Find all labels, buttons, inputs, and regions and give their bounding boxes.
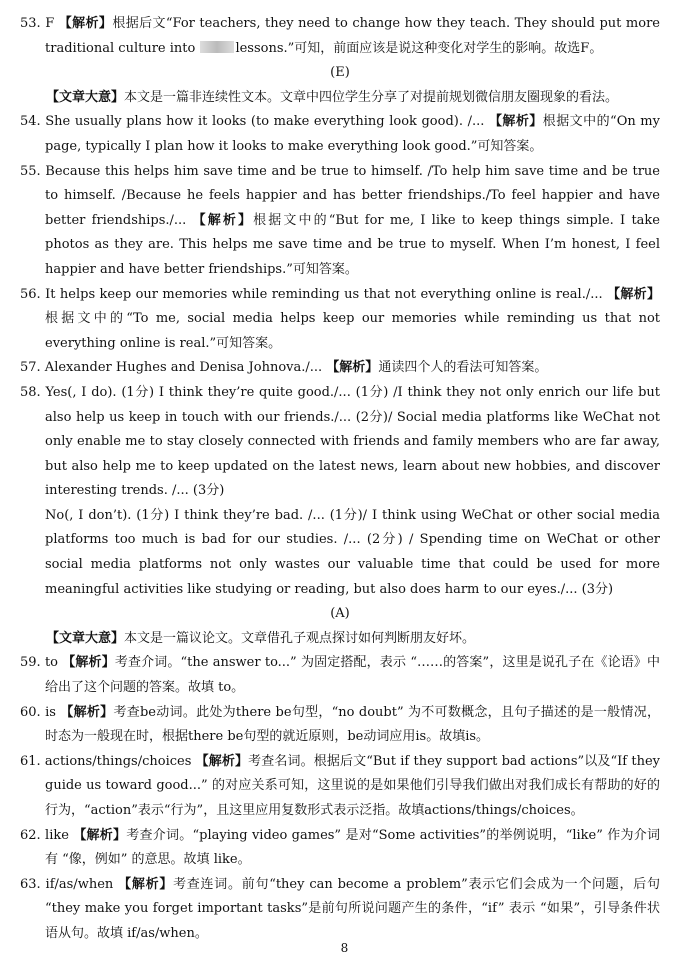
text-run: 63. if/as/when xyxy=(20,876,119,892)
text-run: (A) xyxy=(330,606,350,622)
section-tag: 【解析】 xyxy=(192,212,254,228)
text-run: 58. Yes(, I do). (1分) I think they’re quite good./... (1分) /I think they not only enrich our life but also help us keep in touch with our friends./... (2分)/ Social media platforms like WeChat not only enable me to stay closely connected with friends and family members who are far away, but also help me to keep updated on the latest news, learn about new hobbies, and discover interesting trends. /... (3分) xyxy=(20,384,660,499)
redaction-mark xyxy=(200,41,234,53)
section-tag: 【解析】 xyxy=(62,655,115,671)
section-tag: 【文章大意】 xyxy=(46,89,125,105)
text-run: 本文是一篇非连续性文本。文章中四位学生分享了对提前规划微信朋友圈现象的看法。 xyxy=(124,89,619,105)
text-run: 54. She usually plans how it looks (to make everything look good). /... xyxy=(20,114,489,130)
text-run: 本文是一篇议论文。文章借孔子观点探讨如何判断朋友好坏。 xyxy=(124,630,476,646)
page-number: 8 xyxy=(340,941,349,955)
text-run: 根据后文“For teachers, they need to change how they teach. They should put more traditional culture into xyxy=(45,16,660,56)
section-tag: 【解析】 xyxy=(60,704,114,720)
paragraph-p59 xyxy=(20,651,660,700)
section-tag: 【解析】 xyxy=(195,753,249,769)
text-run: 53. F xyxy=(20,16,59,31)
section-tag: 【文章大意】 xyxy=(46,630,125,646)
section-tag: 【解析】 xyxy=(118,876,174,892)
text-run: 通读四个人的看法可知答案。 xyxy=(378,360,548,376)
text-run: 55. Because this helps him save time and be true to himself. /To help him save time and be true to himself. /Because he feels happier and has better friendships./To feel happier and have better friendships./... xyxy=(20,163,660,228)
text-run: 59. to xyxy=(20,655,63,671)
paragraph-p55 xyxy=(20,160,660,283)
paragraph-p53 xyxy=(20,12,660,61)
text-run: 62. like xyxy=(20,827,74,843)
paragraph-sec-e xyxy=(20,61,660,86)
answer-key-page xyxy=(20,12,660,947)
text-run: 考查连词。前句“they can become a problem”表示它们会成为一个问题，后句 “they make you forget important tasks”是前句所说问题产生的条件，“if” 表示 “如果”，引导条件状语从句。故填 if/as/when。 xyxy=(45,876,660,941)
paragraph-sec-a xyxy=(20,602,660,627)
text-run: 考查be动词。此处为there be句型，“no doubt” 为不可数概念，且句子描述的是一般情况，时态为一般现在时，根据there be句型的就近原则，be动词应用is。故填is。 xyxy=(45,704,660,745)
text-run: 考查介词。“playing video games” 是对“Some activities”的举例说明，“like” 作为介词有 “像，例如” 的意思。故填 like。 xyxy=(45,827,660,868)
text-run: 考查介词。“the answer to...” 为固定搭配，表示 “……的答案”，这里是说孔子在《论语》中给出了这个问题的答案。故填 to。 xyxy=(45,655,660,696)
section-tag: 【解析】 xyxy=(58,16,113,31)
paragraph-summary-a xyxy=(20,627,660,652)
text-run: 61. actions/things/choices xyxy=(20,753,196,769)
text-run: 考查名词。根据后文“But if they support bad actions”以及“If they guide us toward good...” 的对应关系可知，这里说的是如果他们引导我们做出对我们成长有帮助的好的行为，“action”表示“行为”，且这里应用复数形式表示泛指。故填actions/things/choices。 xyxy=(45,753,660,818)
section-tag: 【解析】 xyxy=(326,360,379,376)
paragraph-summary-e xyxy=(20,86,660,111)
section-tag: 【解析】 xyxy=(488,114,543,130)
text-run: 根据文中的“On my page, typically I plan how it looks to make everything look good.”可知答案。 xyxy=(45,114,660,154)
text-run: 56. It helps keep our memories while reminding us that not everything online is real./... xyxy=(20,286,608,302)
paragraph-p58 xyxy=(20,381,660,504)
paragraph-p61 xyxy=(20,750,660,824)
section-tag: 【解析】 xyxy=(607,286,660,302)
text-run: No(, I don’t). (1分) I think they’re bad. /... (1分)/ I think using WeChat or other social media platforms too much is bad for our studies. /... (2分) / Spending time on WeChat or other social media platforms not only wastes our valuable time that could be used for more meaningful activities like studying or reading, but also does harm to our eyes./... (3分) xyxy=(45,507,660,597)
section-tag: 【解析】 xyxy=(73,827,127,843)
paragraph-p56 xyxy=(20,283,660,357)
text-run: 根据文中的“To me, social media helps keep our memories while reminding us that not everything online is real.”可知答案。 xyxy=(45,311,660,351)
text-run: 57. Alexander Hughes and Denisa Johnova./... xyxy=(20,360,327,376)
text-run: (E) xyxy=(330,65,350,81)
paragraph-p62 xyxy=(20,824,660,873)
text-run: 根据文中的“But for me, I like to keep things simple. I take photos as they are. This helps me save time and be true to myself. When I’m honest, I feel happier and have better friendships.”可知答案。 xyxy=(45,212,660,277)
paragraph-p54 xyxy=(20,110,660,159)
text-run: 60. is xyxy=(20,704,61,720)
paragraph-p60 xyxy=(20,701,660,750)
text-run: lessons.”可知，前面应该是说这种变化对学生的影响。故选F。 xyxy=(235,40,603,56)
paragraph-p58b xyxy=(20,504,660,602)
paragraph-p57 xyxy=(20,356,660,381)
